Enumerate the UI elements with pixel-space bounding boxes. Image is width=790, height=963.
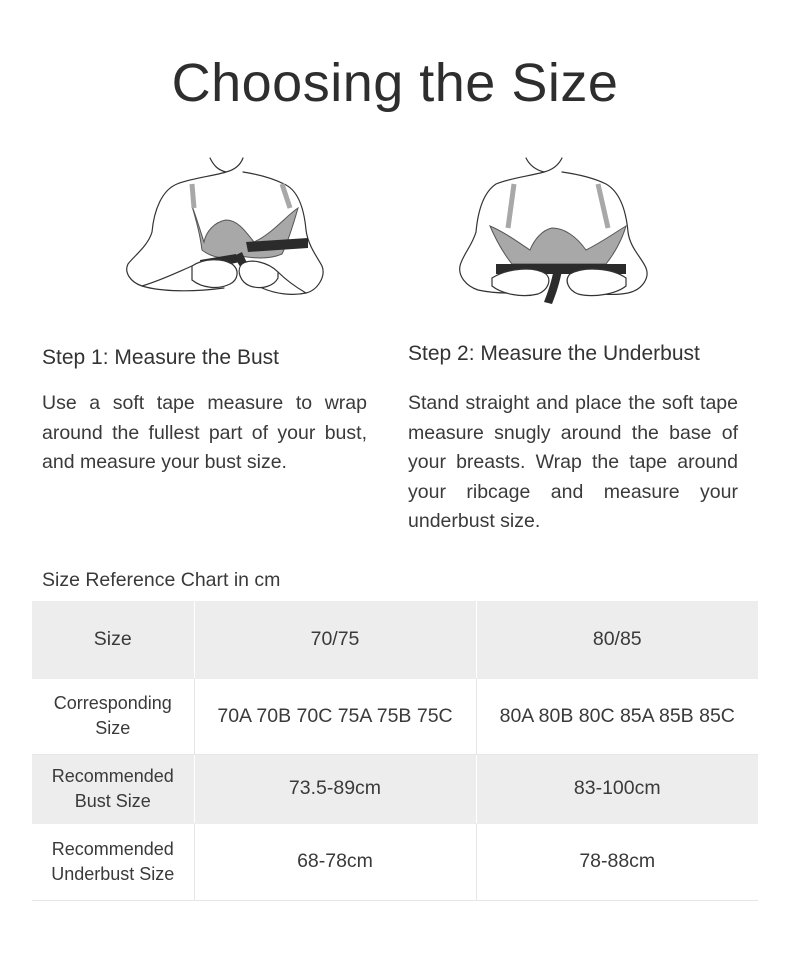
cell-size-80-85: 80/85	[476, 601, 758, 678]
underbust-measurement-illustration	[456, 150, 666, 325]
table-row-size	[32, 601, 758, 678]
row-label-size: Size	[32, 601, 194, 678]
cell-bust-80-85: 83-100cm	[476, 754, 758, 823]
row-label-corresponding-size: Corresponding Size	[32, 678, 194, 754]
cell-underbust-80-85: 78-88cm	[476, 823, 758, 900]
step-1-title: Step 1: Measure the Bust	[42, 346, 279, 369]
table-row-corresponding-size	[32, 678, 758, 754]
row-label-underbust-size: Recommended Underbust Size	[32, 823, 194, 900]
underbust-measurement-icon	[456, 150, 666, 325]
size-chart-caption: Size Reference Chart in cm	[42, 569, 281, 591]
size-reference-table	[32, 601, 758, 901]
step-1-description: Use a soft tape measure to wrap around the fullest part of your bust, and measure your bust size.	[42, 392, 367, 473]
cell-bust-70-75: 73.5-89cm	[194, 754, 476, 823]
row-label-bust-size: Recommended Bust Size	[32, 754, 194, 823]
table-row-underbust-size	[32, 823, 758, 900]
cell-corresponding-80-85: 80A 80B 80C 85A 85B 85C	[476, 678, 758, 754]
step-2-title: Step 2: Measure the Underbust	[408, 342, 700, 365]
cell-corresponding-70-75: 70A 70B 70C 75A 75B 75C	[194, 678, 476, 754]
bust-measurement-illustration	[122, 150, 332, 325]
page-title: Choosing the Size	[171, 53, 619, 113]
bust-measurement-icon	[122, 150, 332, 325]
cell-underbust-70-75: 68-78cm	[194, 823, 476, 900]
cell-size-70-75: 70/75	[194, 601, 476, 678]
step-2-description: Stand straight and place the soft tape measure snugly around the base of your breasts. Wrap the tape around your ribcage and measure your underbust size.	[408, 392, 738, 532]
table-row-bust-size	[32, 754, 758, 823]
